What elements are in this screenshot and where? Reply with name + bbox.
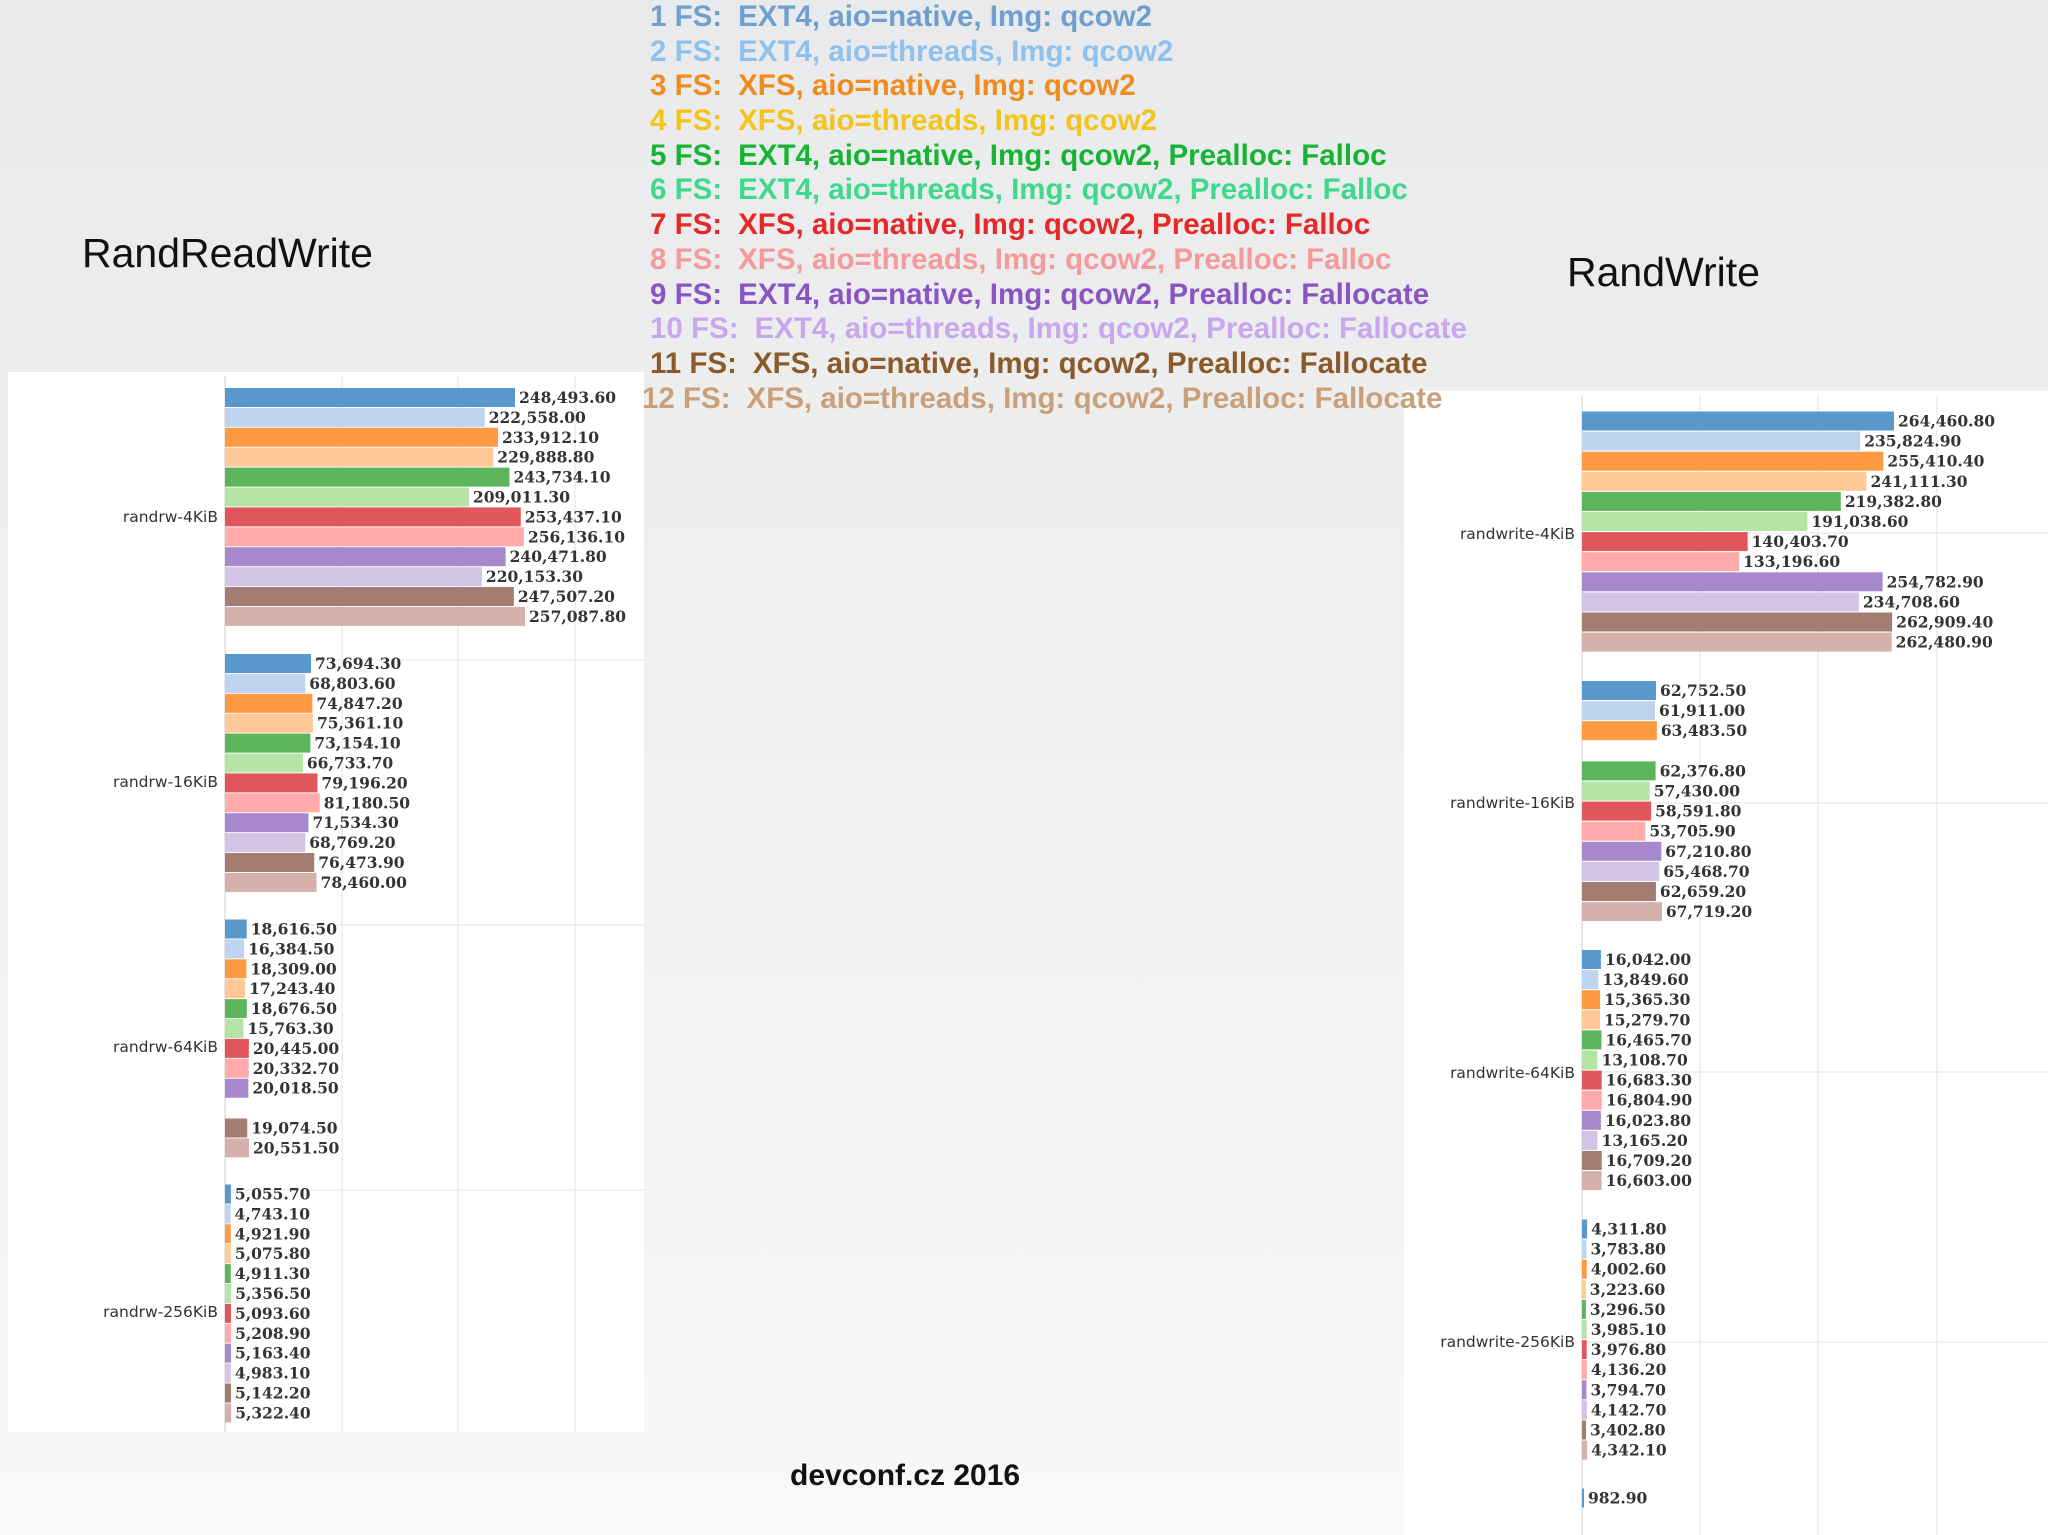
- data-label: 16,804.90: [1605, 1090, 1693, 1110]
- data-label: 15,763.30: [247, 1019, 334, 1038]
- bar: [1582, 532, 1748, 551]
- data-label: 3,296.50: [1589, 1299, 1666, 1319]
- bar: [1582, 452, 1883, 471]
- bar: [1582, 1441, 1587, 1460]
- bar: [1582, 1111, 1601, 1130]
- data-label: 5,093.60: [234, 1303, 311, 1323]
- chart-title-randreadwrite: RandReadWrite: [82, 230, 373, 276]
- bar: [225, 587, 514, 606]
- bar: [1582, 802, 1651, 821]
- data-label: 4,342.10: [1591, 1440, 1667, 1460]
- bar: [1582, 1340, 1587, 1359]
- bar: [225, 654, 311, 673]
- bar: [1582, 1421, 1586, 1440]
- data-label: 233,912.10: [501, 427, 600, 447]
- data-label: 3,223.60: [1589, 1279, 1666, 1299]
- bar: [225, 488, 469, 507]
- data-label: 71,534.30: [312, 813, 399, 833]
- data-label: 19,074.50: [251, 1118, 338, 1138]
- bar: [225, 507, 521, 526]
- data-label: 3,402.80: [1590, 1420, 1666, 1440]
- bar: [1582, 1220, 1587, 1239]
- bar: [1582, 1280, 1586, 1299]
- data-label: 15,365.30: [1604, 990, 1691, 1010]
- bar: [225, 567, 482, 586]
- bar: [1582, 1171, 1602, 1190]
- bar: [1582, 862, 1659, 881]
- bar: [225, 920, 247, 939]
- data-label: 57,430.00: [1653, 781, 1741, 801]
- bar: [1582, 512, 1807, 531]
- data-label: 4,311.80: [1591, 1219, 1667, 1239]
- data-label: 5,208.90: [235, 1323, 311, 1343]
- legend-item-label: EXT4, aio=threads, Img: qcow2, Prealloc: Falloc: [738, 173, 1408, 207]
- category-label: randwrite-256KiB: [1440, 1333, 1575, 1351]
- data-label: 222,558.00: [488, 407, 586, 427]
- data-label: 229,888.80: [497, 447, 595, 467]
- bar: [225, 428, 498, 447]
- data-label: 4,911.30: [234, 1264, 311, 1284]
- data-label: 61,911.00: [1659, 701, 1746, 721]
- bar: [225, 1384, 231, 1403]
- bar: [225, 607, 525, 626]
- data-label: 13,108.70: [1601, 1050, 1688, 1070]
- data-label: 3,985.10: [1590, 1320, 1667, 1339]
- data-label: 4,921.90: [234, 1224, 311, 1244]
- data-label: 62,659.20: [1659, 882, 1747, 901]
- legend-item-number: 1 FS:: [650, 0, 723, 33]
- legend-item-label: XFS, aio=threads, Img: qcow2, Prealloc: Falloc: [738, 242, 1392, 276]
- bar: [225, 694, 312, 713]
- data-label: 13,165.20: [1601, 1130, 1688, 1150]
- chart-randwrite: [1440, 395, 2048, 1535]
- data-label: 240,471.80: [509, 547, 607, 567]
- bar: [1582, 782, 1650, 801]
- bar: [225, 1244, 231, 1263]
- data-label: 67,210.80: [1665, 841, 1752, 861]
- bar: [1582, 1091, 1602, 1110]
- data-label: 16,603.00: [1605, 1171, 1692, 1191]
- bar: [225, 714, 313, 733]
- bar: [1582, 613, 1892, 632]
- data-label: 18,616.50: [250, 919, 338, 939]
- data-label: 4,002.60: [1590, 1259, 1667, 1279]
- legend-item-label: EXT4, aio=threads, Img: qcow2: [738, 34, 1174, 68]
- legend-item-label: XFS, aio=native, Img: qcow2, Prealloc: Fallocate: [752, 346, 1428, 380]
- bar: [1582, 681, 1656, 700]
- category-label: randrw-16KiB: [112, 773, 218, 791]
- data-label: 66,733.70: [306, 753, 394, 773]
- legend-item-number: 10 FS:: [650, 312, 739, 346]
- legend-item-label: XFS, aio=native, Img: qcow2: [738, 69, 1136, 103]
- data-label: 235,824.90: [1864, 431, 1962, 451]
- data-label: 5,356.50: [235, 1284, 311, 1303]
- category-label: randwrite-4KiB: [1459, 525, 1575, 543]
- data-label: 16,683.30: [1605, 1070, 1692, 1090]
- legend-item-label: XFS, aio=threads, Img: qcow2, Prealloc: Fallocate: [746, 381, 1443, 415]
- data-label: 13,849.60: [1602, 970, 1689, 990]
- bar: [1582, 1360, 1587, 1379]
- legend-item-label: EXT4, aio=native, Img: qcow2: [738, 0, 1153, 33]
- category-label: randwrite-64KiB: [1450, 1064, 1575, 1082]
- data-label: 5,055.70: [234, 1184, 311, 1204]
- data-label: 16,042.00: [1604, 950, 1692, 969]
- data-label: 209,011.30: [472, 487, 571, 507]
- bar: [225, 408, 485, 427]
- legend-item-number: 4 FS:: [650, 104, 723, 138]
- legend-item-number: 8 FS:: [650, 242, 723, 276]
- data-label: 67,719.20: [1665, 902, 1753, 922]
- bar: [225, 959, 246, 978]
- data-label: 20,551.50: [252, 1138, 340, 1158]
- data-label: 220,153.30: [485, 567, 584, 587]
- data-label: 248,493.60: [519, 388, 617, 407]
- data-label: 219,382.80: [1844, 491, 1942, 511]
- legend-item-number: 9 FS:: [650, 277, 723, 311]
- bar: [1582, 412, 1894, 431]
- legend-item-number: 6 FS:: [650, 173, 723, 207]
- legend-item-number: 12 FS:: [642, 381, 731, 415]
- data-label: 4,743.10: [234, 1204, 311, 1224]
- data-label: 20,332.70: [252, 1058, 340, 1078]
- bar: [1582, 990, 1600, 1009]
- data-label: 256,136.10: [527, 527, 625, 547]
- data-label: 73,694.30: [315, 654, 402, 673]
- bar: [1582, 1131, 1598, 1150]
- data-label: 73,154.10: [314, 733, 401, 753]
- data-label: 243,734.10: [513, 467, 611, 487]
- data-label: 74,847.20: [316, 693, 403, 713]
- bar: [1582, 761, 1656, 780]
- category-label: randrw-256KiB: [103, 1303, 218, 1321]
- data-label: 18,309.00: [250, 959, 337, 979]
- data-label: 16,709.20: [1605, 1151, 1693, 1170]
- data-label: 16,465.70: [1605, 1030, 1692, 1050]
- data-label: 140,403.70: [1751, 532, 1849, 552]
- data-label: 18,676.50: [250, 999, 338, 1019]
- legend-item-label: XFS, aio=native, Img: qcow2, Prealloc: Falloc: [738, 208, 1371, 242]
- bar: [225, 833, 305, 852]
- bar: [1582, 492, 1841, 511]
- data-label: 4,136.20: [1590, 1360, 1667, 1380]
- bar: [225, 979, 245, 998]
- bar: [225, 754, 303, 773]
- bar: [225, 853, 314, 872]
- bar: [1582, 592, 1859, 611]
- bar: [1582, 721, 1657, 740]
- bar: [1582, 970, 1598, 989]
- bar: [225, 1204, 231, 1223]
- bar: [1582, 472, 1866, 491]
- bar: [225, 793, 320, 812]
- data-label: 3,976.80: [1590, 1340, 1667, 1360]
- bar: [225, 1019, 243, 1038]
- data-label: 982.90: [1588, 1488, 1648, 1508]
- data-label: 262,480.90: [1895, 632, 1993, 652]
- data-label: 20,445.00: [252, 1038, 340, 1058]
- data-label: 68,803.60: [309, 673, 396, 693]
- bar: [225, 734, 310, 753]
- bar: [1582, 882, 1656, 901]
- legend-item-number: 11 FS:: [650, 346, 737, 380]
- data-label: 65,468.70: [1663, 861, 1750, 881]
- data-label: 4,142.70: [1590, 1400, 1667, 1420]
- data-label: 79,196.20: [321, 773, 408, 793]
- data-label: 5,075.80: [234, 1244, 311, 1264]
- data-label: 78,460.00: [320, 872, 407, 892]
- data-label: 16,384.50: [248, 939, 335, 959]
- bar: [1582, 1380, 1586, 1399]
- data-label: 3,783.80: [1590, 1239, 1666, 1259]
- data-label: 234,708.60: [1862, 592, 1960, 612]
- footer-text: devconf.cz 2016: [790, 1459, 1021, 1492]
- bar: [1582, 633, 1892, 652]
- bar: [1582, 1400, 1587, 1419]
- bar: [225, 1138, 249, 1157]
- bar: [225, 527, 524, 546]
- data-label: 68,769.20: [309, 833, 396, 853]
- data-label: 5,322.40: [235, 1403, 311, 1423]
- bar: [1582, 902, 1662, 921]
- bar: [225, 468, 509, 487]
- data-label: 262,909.40: [1896, 612, 1994, 632]
- bar: [225, 1185, 231, 1204]
- bar: [225, 773, 317, 792]
- data-label: 4,983.10: [234, 1363, 311, 1383]
- bar: [225, 1119, 247, 1138]
- data-label: 247,507.20: [517, 587, 615, 606]
- bar: [225, 1224, 231, 1243]
- bar: [1582, 701, 1655, 720]
- bar: [1582, 1030, 1601, 1049]
- data-label: 20,018.50: [252, 1078, 339, 1098]
- data-label: 62,376.80: [1659, 761, 1746, 781]
- bar: [1582, 1260, 1587, 1279]
- data-label: 255,410.40: [1887, 451, 1985, 471]
- bar: [225, 547, 506, 566]
- data-label: 17,243.40: [249, 979, 336, 999]
- data-label: 257,087.80: [529, 606, 627, 626]
- bar: [225, 999, 247, 1018]
- bar: [225, 1059, 249, 1078]
- data-label: 58,591.80: [1655, 801, 1742, 821]
- data-label: 15,279.70: [1604, 1010, 1691, 1030]
- legend-item-number: 2 FS:: [650, 34, 723, 68]
- data-label: 81,180.50: [323, 793, 411, 813]
- data-label: 3,794.70: [1590, 1380, 1666, 1400]
- legend-item-number: 5 FS:: [650, 138, 723, 172]
- category-label: randrw-64KiB: [112, 1038, 218, 1056]
- data-label: 264,460.80: [1898, 411, 1996, 431]
- legend-item-label: XFS, aio=threads, Img: qcow2: [738, 104, 1157, 138]
- bar: [225, 1364, 231, 1383]
- bar: [1582, 1320, 1587, 1339]
- legend-item-number: 7 FS:: [650, 208, 723, 242]
- chart-randreadwrite: [103, 376, 645, 1432]
- legend-item-label: EXT4, aio=native, Img: qcow2, Prealloc: Fallocate: [738, 277, 1430, 311]
- bar: [1582, 1010, 1600, 1029]
- category-label: randwrite-16KiB: [1450, 794, 1575, 812]
- bar: [225, 1344, 231, 1363]
- bar: [225, 674, 305, 693]
- bar: [225, 1304, 231, 1323]
- bar: [225, 448, 493, 467]
- data-label: 62,752.50: [1660, 681, 1747, 700]
- bar: [1582, 1051, 1597, 1070]
- bar: [1582, 552, 1739, 571]
- bar: [1582, 842, 1661, 861]
- data-label: 16,023.80: [1604, 1110, 1692, 1130]
- bar: [225, 1403, 231, 1422]
- data-label: 241,111.30: [1870, 471, 1968, 491]
- data-label: 53,705.90: [1649, 821, 1736, 841]
- data-label: 63,483.50: [1660, 721, 1748, 741]
- bar: [1582, 1240, 1586, 1259]
- bar: [1582, 950, 1601, 969]
- data-label: 191,038.60: [1811, 512, 1909, 531]
- legend-item-label: EXT4, aio=native, Img: qcow2, Prealloc: Falloc: [738, 138, 1387, 172]
- chart-title-randwrite: RandWrite: [1567, 249, 1760, 295]
- data-label: 5,163.40: [235, 1343, 311, 1363]
- bar: [225, 939, 244, 958]
- bar: [1582, 1489, 1584, 1508]
- data-label: 254,782.90: [1886, 572, 1984, 592]
- data-label: 75,361.10: [316, 713, 404, 733]
- bar: [225, 873, 317, 892]
- bar: [225, 1324, 231, 1343]
- bar: [1582, 572, 1883, 591]
- bar: [225, 388, 515, 407]
- bar: [1582, 822, 1645, 841]
- bar: [225, 1039, 249, 1058]
- legend-item-label: EXT4, aio=threads, Img: qcow2, Prealloc: Fallocate: [754, 312, 1467, 346]
- bar: [225, 1264, 231, 1283]
- bar: [1582, 1300, 1586, 1319]
- bar: [1582, 432, 1860, 451]
- bar: [1582, 1071, 1602, 1090]
- bar: [225, 813, 308, 832]
- data-label: 76,473.90: [318, 853, 405, 872]
- legend-item-number: 3 FS:: [650, 69, 723, 103]
- bar: [225, 1079, 248, 1098]
- data-label: 133,196.60: [1743, 552, 1841, 572]
- bar: [1582, 1151, 1602, 1170]
- data-label: 253,437.10: [524, 507, 622, 527]
- category-label: randrw-4KiB: [122, 508, 218, 526]
- data-label: 5,142.20: [235, 1383, 311, 1403]
- bar: [225, 1284, 231, 1303]
